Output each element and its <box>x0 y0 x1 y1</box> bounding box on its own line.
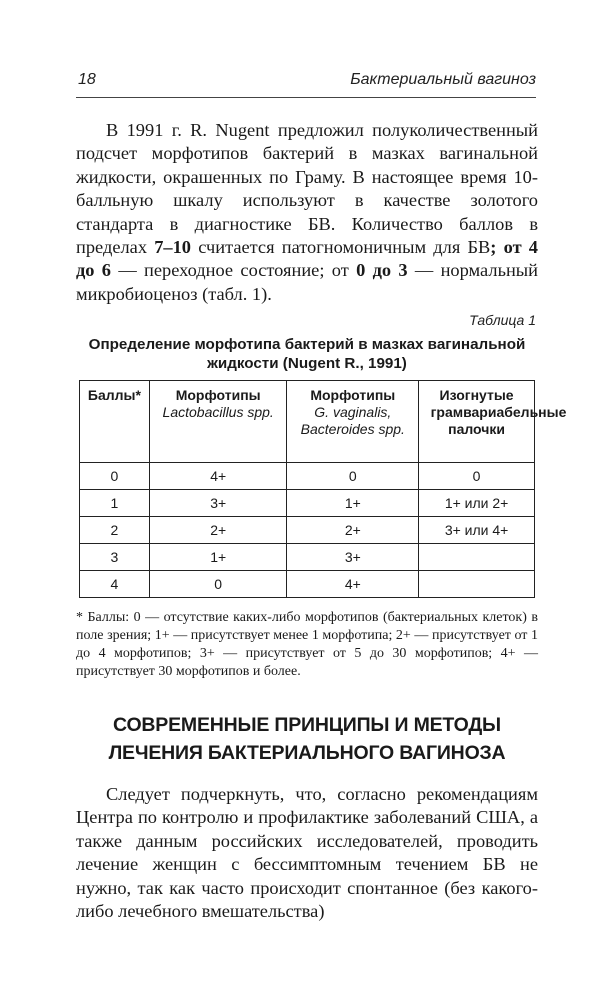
intro-bold-range-2: ; от 4 до 6 <box>76 237 538 281</box>
intro-bold-range-1: 7–10 <box>154 237 191 258</box>
header-lacto-line1: Морфотипы <box>175 387 261 403</box>
header-score <box>80 381 150 463</box>
cell-lacto: 3+ <box>149 490 287 517</box>
table-row <box>80 490 535 517</box>
cell-score: 0 <box>80 463 150 490</box>
table-row <box>80 544 535 571</box>
cell-curved <box>419 544 535 571</box>
section-heading: СОВРЕМЕННЫЕ ПРИНЦИПЫ И МЕТОДЫ ЛЕЧЕНИЯ БАКТЕРИАЛЬНОГО ВАГИНОЗА <box>108 714 506 764</box>
header-gv-line3: Bacteroides spp. <box>300 421 405 437</box>
cell-curved: 1+ или 2+ <box>419 490 535 517</box>
intro-text-2: считается патогномоничным для БВ <box>191 237 491 258</box>
intro-text-1: В 1991 г. R. Nugent предложил полуколичественный подсчет морфотипов бактерий в мазках вагинальной жидкости, окрашенных по Граму. В настоящее время 10-балльную шкалу используют в качестве золотого стандарта в диагностике БВ. Количество баллов в пределах <box>76 120 538 258</box>
header-gv-line1: Морфотипы <box>310 387 396 403</box>
header-gv-line2: G. vaginalis, <box>314 404 392 420</box>
table-header-row <box>80 381 535 463</box>
header-curved-rods <box>419 381 567 463</box>
running-title: Бактериальный вагиноз <box>350 71 536 88</box>
header-gardnerella <box>287 381 419 463</box>
cell-gv: 3+ <box>287 544 419 571</box>
cell-score: 2 <box>80 517 150 544</box>
cell-curved: 3+ или 4+ <box>419 517 535 544</box>
running-header <box>76 68 536 94</box>
treatment-paragraph: Следует подчеркнуть, что, согласно рекомендациям Центра по контролю и профилактике заболеваний США, а также данным российских исследователей, проводить лечение женщин с бессимптомным течением БВ не нужно, так как часто происходит спонтанное (без какого-либо лечебного вмешательства) <box>76 784 538 922</box>
cell-score: 4 <box>80 571 150 598</box>
cell-curved <box>419 571 535 598</box>
table-footnote: * Баллы: 0 — отсутствие каких-либо морфотипов (бактериальных клеток) в поле зрения; 1+ — присутствует менее 1 морфотипа; 2+ — присутствует от 1 до 4 морфотипов; 3+ — присутствует от 5 до 30 морфотипов; 4+ — присутствует 30 морфотипов и более. <box>76 610 538 679</box>
intro-bold-range-3: 0 до 3 <box>356 260 408 281</box>
cell-lacto: 4+ <box>149 463 287 490</box>
header-score-text: Баллы* <box>87 387 141 403</box>
page-number: 18 <box>78 71 96 88</box>
table-row <box>80 517 535 544</box>
cell-score: 3 <box>80 544 150 571</box>
table-row <box>80 571 535 598</box>
header-curved-text: Изогнутые грамвариабельные палочки <box>430 387 567 437</box>
cell-lacto: 2+ <box>149 517 287 544</box>
cell-gv: 4+ <box>287 571 419 598</box>
cell-gv: 0 <box>287 463 419 490</box>
header-lacto-line2: Lactobacillus spp. <box>162 404 274 420</box>
intro-text-3: — переходное состояние; от <box>111 260 357 281</box>
intro-paragraph <box>76 119 538 306</box>
header-lactobacillus <box>149 381 287 463</box>
header-divider <box>76 97 536 98</box>
cell-curved: 0 <box>419 463 535 490</box>
cell-score: 1 <box>80 490 150 517</box>
table-title: Определение морфотипа бактерий в мазках вагинальной жидкости (Nugent R., 1991) <box>88 336 526 372</box>
table-row <box>80 463 535 490</box>
cell-lacto: 0 <box>149 571 287 598</box>
cell-gv: 2+ <box>287 517 419 544</box>
table-label: Таблица 1 <box>469 312 536 328</box>
nugent-table <box>79 380 567 598</box>
cell-gv: 1+ <box>287 490 419 517</box>
intro-text-4: — нормальный микробиоценоз (табл. 1). <box>76 260 538 304</box>
cell-lacto: 1+ <box>149 544 287 571</box>
